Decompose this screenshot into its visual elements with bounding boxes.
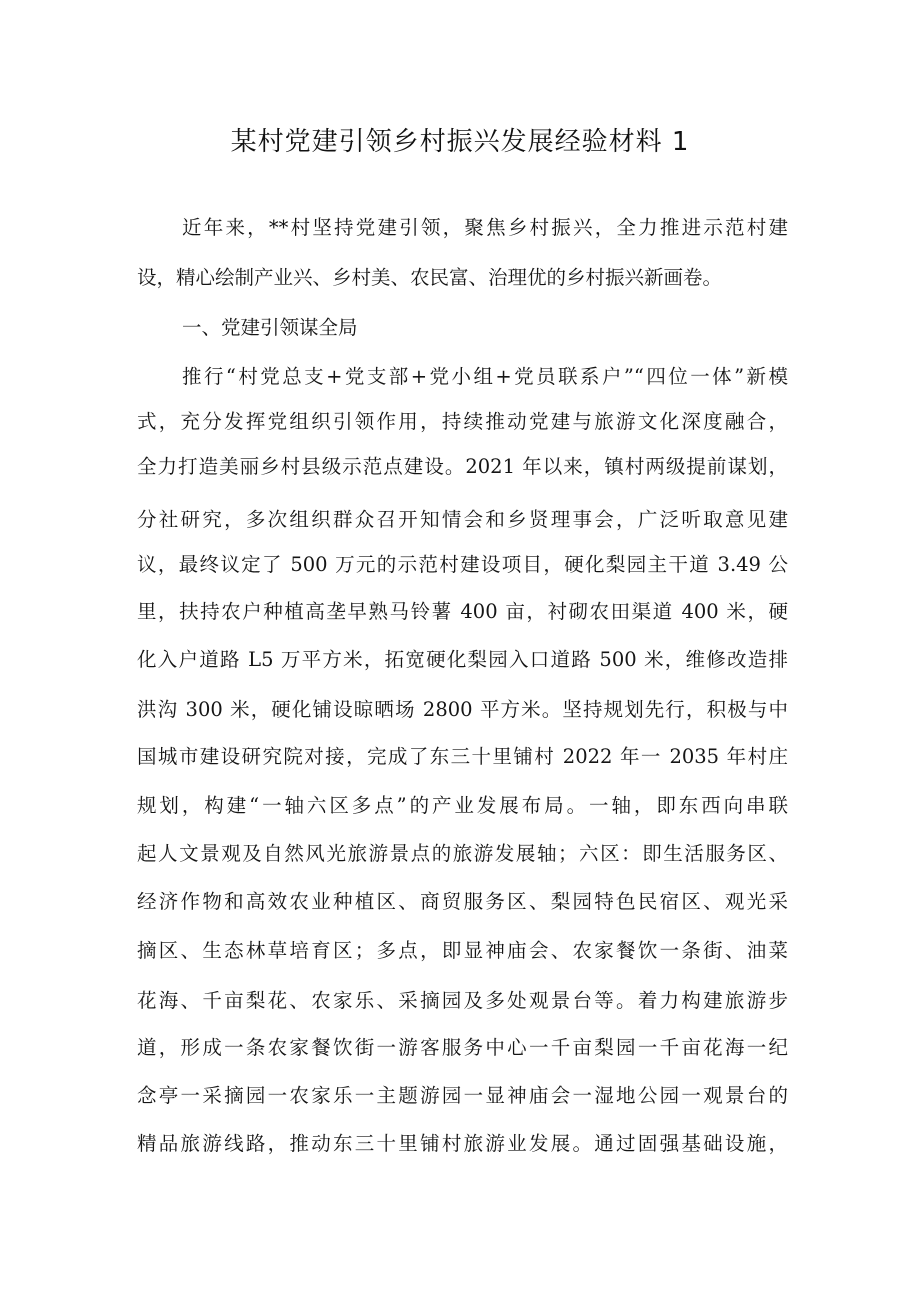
paragraph-line: 起人文景观及自然风光旅游景点的旅游发展轴；六区：即生活服务区、 — [137, 842, 788, 865]
document-title: 某村党建引领乡村振兴发展经验材料 1 — [230, 127, 690, 157]
paragraph-line: 议，最终议定了 500 万元的示范村建设项目，硬化梨园主干道 3.49 公 — [137, 553, 788, 576]
paragraph-line: 精品旅游线路，推动东三十里铺村旅游业发展。通过固强基础设施， — [137, 1132, 788, 1155]
paragraph-line: 里，扶持农户种植高垄早熟马铃薯 400 亩，衬砌农田渠道 400 米，硬 — [137, 600, 788, 623]
paragraph-line: 摘区、生态林草培育区；多点，即显神庙会、农家餐饮一条街、油菜 — [137, 939, 788, 962]
paragraph-line: 花海、千亩梨花、农家乐、采摘园及多处观景台等。着力构建旅游步 — [137, 989, 788, 1012]
paragraph-line: 经济作物和高效农业种植区、商贸服务区、梨园特色民宿区、观光采 — [137, 890, 788, 913]
paragraph-line: 洪沟 300 米，硬化铺设晾晒场 2800 平方米。坚持规划先行，积极与中 — [137, 698, 788, 721]
section-heading: 一、党建引领谋全局 — [182, 316, 358, 339]
paragraph-line: 全力打造美丽乡村县级示范点建设。2021 年以来，镇村两级提前谋划， — [137, 455, 788, 478]
paragraph-line: 化入户道路 L5 万平方米，拓宽硬化梨园入口道路 500 米，维修改造排 — [137, 648, 788, 671]
paragraph-line: 念亭一采摘园一农家乐一主题游园一显神庙会一湿地公园一观景台的 — [137, 1084, 788, 1107]
paragraph-line: 国城市建设研究院对接，完成了东三十里铺村 2022 年一 2035 年村庄 — [137, 745, 788, 768]
paragraph-line: 设，精心绘制产业兴、乡村美、农民富、治理优的乡村振兴新画卷。 — [137, 266, 723, 289]
paragraph-line: 道，形成一条农家餐饮街一游客服务中心一千亩梨园一千亩花海一纪 — [137, 1036, 788, 1059]
paragraph-line: 推行“村党总支+党支部+党小组+党员联系户”“四位一体”新模 — [182, 365, 788, 388]
paragraph-line: 分社研究，多次组织群众召开知情会和乡贤理事会，广泛听取意见建 — [137, 508, 788, 531]
paragraph-line: 规划，构建“一轴六区多点”的产业发展布局。一轴，即东西向串联 — [137, 794, 788, 817]
paragraph-line: 近年来，**村坚持党建引领，聚焦乡村振兴，全力推进示范村建 — [182, 216, 788, 239]
paragraph-line: 式，充分发挥党组织引领作用，持续推动党建与旅游文化深度融合， — [137, 410, 788, 433]
